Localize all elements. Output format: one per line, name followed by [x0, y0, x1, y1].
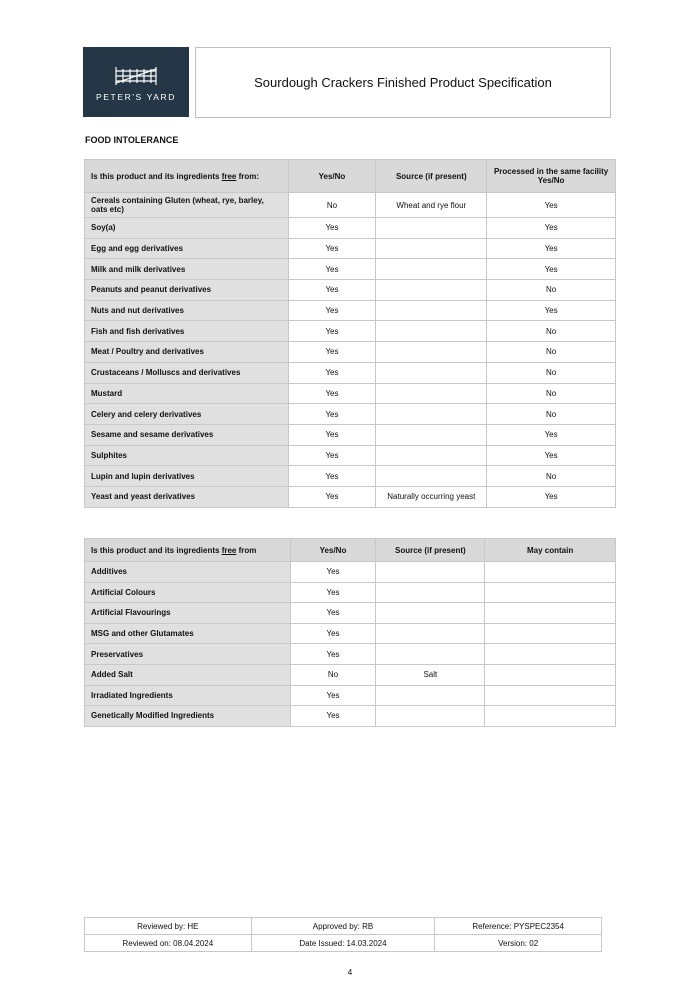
yes-no-cell: Yes [288, 342, 376, 363]
column-header-source: Source (if present) [376, 539, 485, 562]
row-label: Genetically Modified Ingredients [85, 706, 291, 727]
source-cell [376, 362, 487, 383]
source-cell [376, 445, 487, 466]
yes-no-cell: Yes [288, 259, 376, 280]
processed-cell: Yes [487, 259, 616, 280]
column-header-question: Is this product and its ingredients free from: [85, 160, 289, 193]
may-contain-cell [485, 685, 616, 706]
table-row [85, 193, 616, 218]
processed-cell: No [487, 466, 616, 487]
processed-cell: No [487, 321, 616, 342]
version: Version: 02 [435, 935, 602, 952]
table-row [85, 445, 616, 466]
yes-no-cell: Yes [288, 445, 376, 466]
may-contain-cell [485, 603, 616, 624]
reviewed-by: Reviewed by: HE [85, 918, 252, 935]
source-cell [376, 685, 485, 706]
yes-no-cell: Yes [288, 280, 376, 301]
yes-no-cell: No [290, 664, 376, 685]
yes-no-cell: Yes [290, 623, 376, 644]
may-contain-cell [485, 644, 616, 665]
yes-no-cell: Yes [288, 383, 376, 404]
table-row [85, 404, 616, 425]
may-contain-cell [485, 562, 616, 583]
source-cell [376, 644, 485, 665]
processed-cell: No [487, 383, 616, 404]
processed-cell: Yes [487, 445, 616, 466]
yes-no-cell: Yes [288, 218, 376, 239]
source-cell [376, 603, 485, 624]
yes-no-cell: Yes [290, 603, 376, 624]
table-row [85, 603, 616, 624]
source-cell [376, 259, 487, 280]
column-header-processed: Processed in the same facility Yes/No [487, 160, 616, 193]
table-row [85, 238, 616, 259]
company-logo [83, 47, 189, 117]
column-header-yes-no: Yes/No [288, 160, 376, 193]
reviewed-on: Reviewed on: 08.04.2024 [85, 935, 252, 952]
yes-no-cell: No [288, 193, 376, 218]
source-cell [376, 404, 487, 425]
yes-no-cell: Yes [288, 362, 376, 383]
processed-cell: Yes [487, 486, 616, 507]
may-contain-cell [485, 623, 616, 644]
row-label: Egg and egg derivatives [85, 238, 289, 259]
table-header-row [85, 160, 616, 193]
processed-cell: No [487, 342, 616, 363]
yes-no-cell: Yes [288, 404, 376, 425]
yes-no-cell: Yes [290, 685, 376, 706]
table-row [85, 623, 616, 644]
processed-cell: Yes [487, 218, 616, 239]
processed-cell: No [487, 362, 616, 383]
source-cell [376, 280, 487, 301]
section-heading: FOOD INTOLERANCE [85, 135, 179, 145]
column-header-source: Source (if present) [376, 160, 487, 193]
source-cell [376, 562, 485, 583]
table-row [85, 562, 616, 583]
yes-no-cell: Yes [288, 424, 376, 445]
page-number: 4 [347, 968, 353, 977]
food-intolerance-table [84, 159, 616, 508]
table-row [85, 383, 616, 404]
processed-cell: Yes [487, 300, 616, 321]
source-cell: Naturally occurring yeast [376, 486, 487, 507]
processed-cell: Yes [487, 238, 616, 259]
processed-cell: No [487, 280, 616, 301]
yes-no-cell: Yes [288, 238, 376, 259]
yes-no-cell: Yes [290, 582, 376, 603]
row-label: Crustaceans / Molluscs and derivatives [85, 362, 289, 383]
column-header-question: Is this product and its ingredients free from [85, 539, 291, 562]
table-row [85, 644, 616, 665]
table-row [85, 685, 616, 706]
row-label: Sesame and sesame derivatives [85, 424, 289, 445]
row-label: Lupin and lupin derivatives [85, 466, 289, 487]
table-row [85, 342, 616, 363]
row-label: Milk and milk derivatives [85, 259, 289, 280]
may-contain-cell [485, 706, 616, 727]
row-label: Preservatives [85, 644, 291, 665]
column-header-yes-no: Yes/No [290, 539, 376, 562]
processed-cell: Yes [487, 193, 616, 218]
table-row [85, 466, 616, 487]
logo-text: PETER'S YARD [95, 91, 177, 102]
table-row [85, 259, 616, 280]
gate-icon [113, 63, 159, 87]
table-row [85, 582, 616, 603]
table-row [85, 664, 616, 685]
table-row [85, 321, 616, 342]
approved-by: Approved by: RB [251, 918, 435, 935]
row-label: Cereals containing Gluten (wheat, rye, barley, oats etc) [85, 193, 289, 218]
emphasis-free: free [221, 545, 237, 555]
yes-no-cell: Yes [288, 321, 376, 342]
row-label: Meat / Poultry and derivatives [85, 342, 289, 363]
document-footer [84, 917, 602, 952]
table-header-row [85, 539, 616, 562]
table-row [85, 280, 616, 301]
column-header-may-contain: May contain [485, 539, 616, 562]
table-row [85, 218, 616, 239]
row-label: Fish and fish derivatives [85, 321, 289, 342]
may-contain-cell [485, 582, 616, 603]
row-label: Celery and celery derivatives [85, 404, 289, 425]
row-label: Artificial Flavourings [85, 603, 291, 624]
table-row [85, 486, 616, 507]
source-cell [376, 342, 487, 363]
may-contain-cell [485, 664, 616, 685]
processed-cell: Yes [487, 424, 616, 445]
yes-no-cell: Yes [288, 466, 376, 487]
table-row [85, 706, 616, 727]
source-cell: Salt [376, 664, 485, 685]
source-cell [376, 623, 485, 644]
source-cell: Wheat and rye flour [376, 193, 487, 218]
row-label: Additives [85, 562, 291, 583]
emphasis-free: free [221, 171, 237, 181]
document-title: Sourdough Crackers Finished Product Specification [195, 47, 611, 118]
source-cell [376, 218, 487, 239]
date-issued: Date Issued: 14.03.2024 [251, 935, 435, 952]
yes-no-cell: Yes [290, 644, 376, 665]
additives-table [84, 538, 616, 727]
row-label: Nuts and nut derivatives [85, 300, 289, 321]
table-row [85, 362, 616, 383]
row-label: Artificial Colours [85, 582, 291, 603]
yes-no-cell: Yes [288, 486, 376, 507]
row-label: Peanuts and peanut derivatives [85, 280, 289, 301]
table-row [85, 300, 616, 321]
reference: Reference: PYSPEC2354 [435, 918, 602, 935]
row-label: Mustard [85, 383, 289, 404]
row-label: Added Salt [85, 664, 291, 685]
yes-no-cell: Yes [288, 300, 376, 321]
source-cell [376, 383, 487, 404]
yes-no-cell: Yes [290, 562, 376, 583]
row-label: MSG and other Glutamates [85, 623, 291, 644]
source-cell [376, 424, 487, 445]
row-label: Yeast and yeast derivatives [85, 486, 289, 507]
source-cell [376, 582, 485, 603]
source-cell [376, 300, 487, 321]
source-cell [376, 238, 487, 259]
processed-cell: No [487, 404, 616, 425]
row-label: Sulphites [85, 445, 289, 466]
source-cell [376, 321, 487, 342]
source-cell [376, 706, 485, 727]
row-label: Soy(a) [85, 218, 289, 239]
table-row [85, 424, 616, 445]
source-cell [376, 466, 487, 487]
yes-no-cell: Yes [290, 706, 376, 727]
row-label: Irradiated Ingredients [85, 685, 291, 706]
